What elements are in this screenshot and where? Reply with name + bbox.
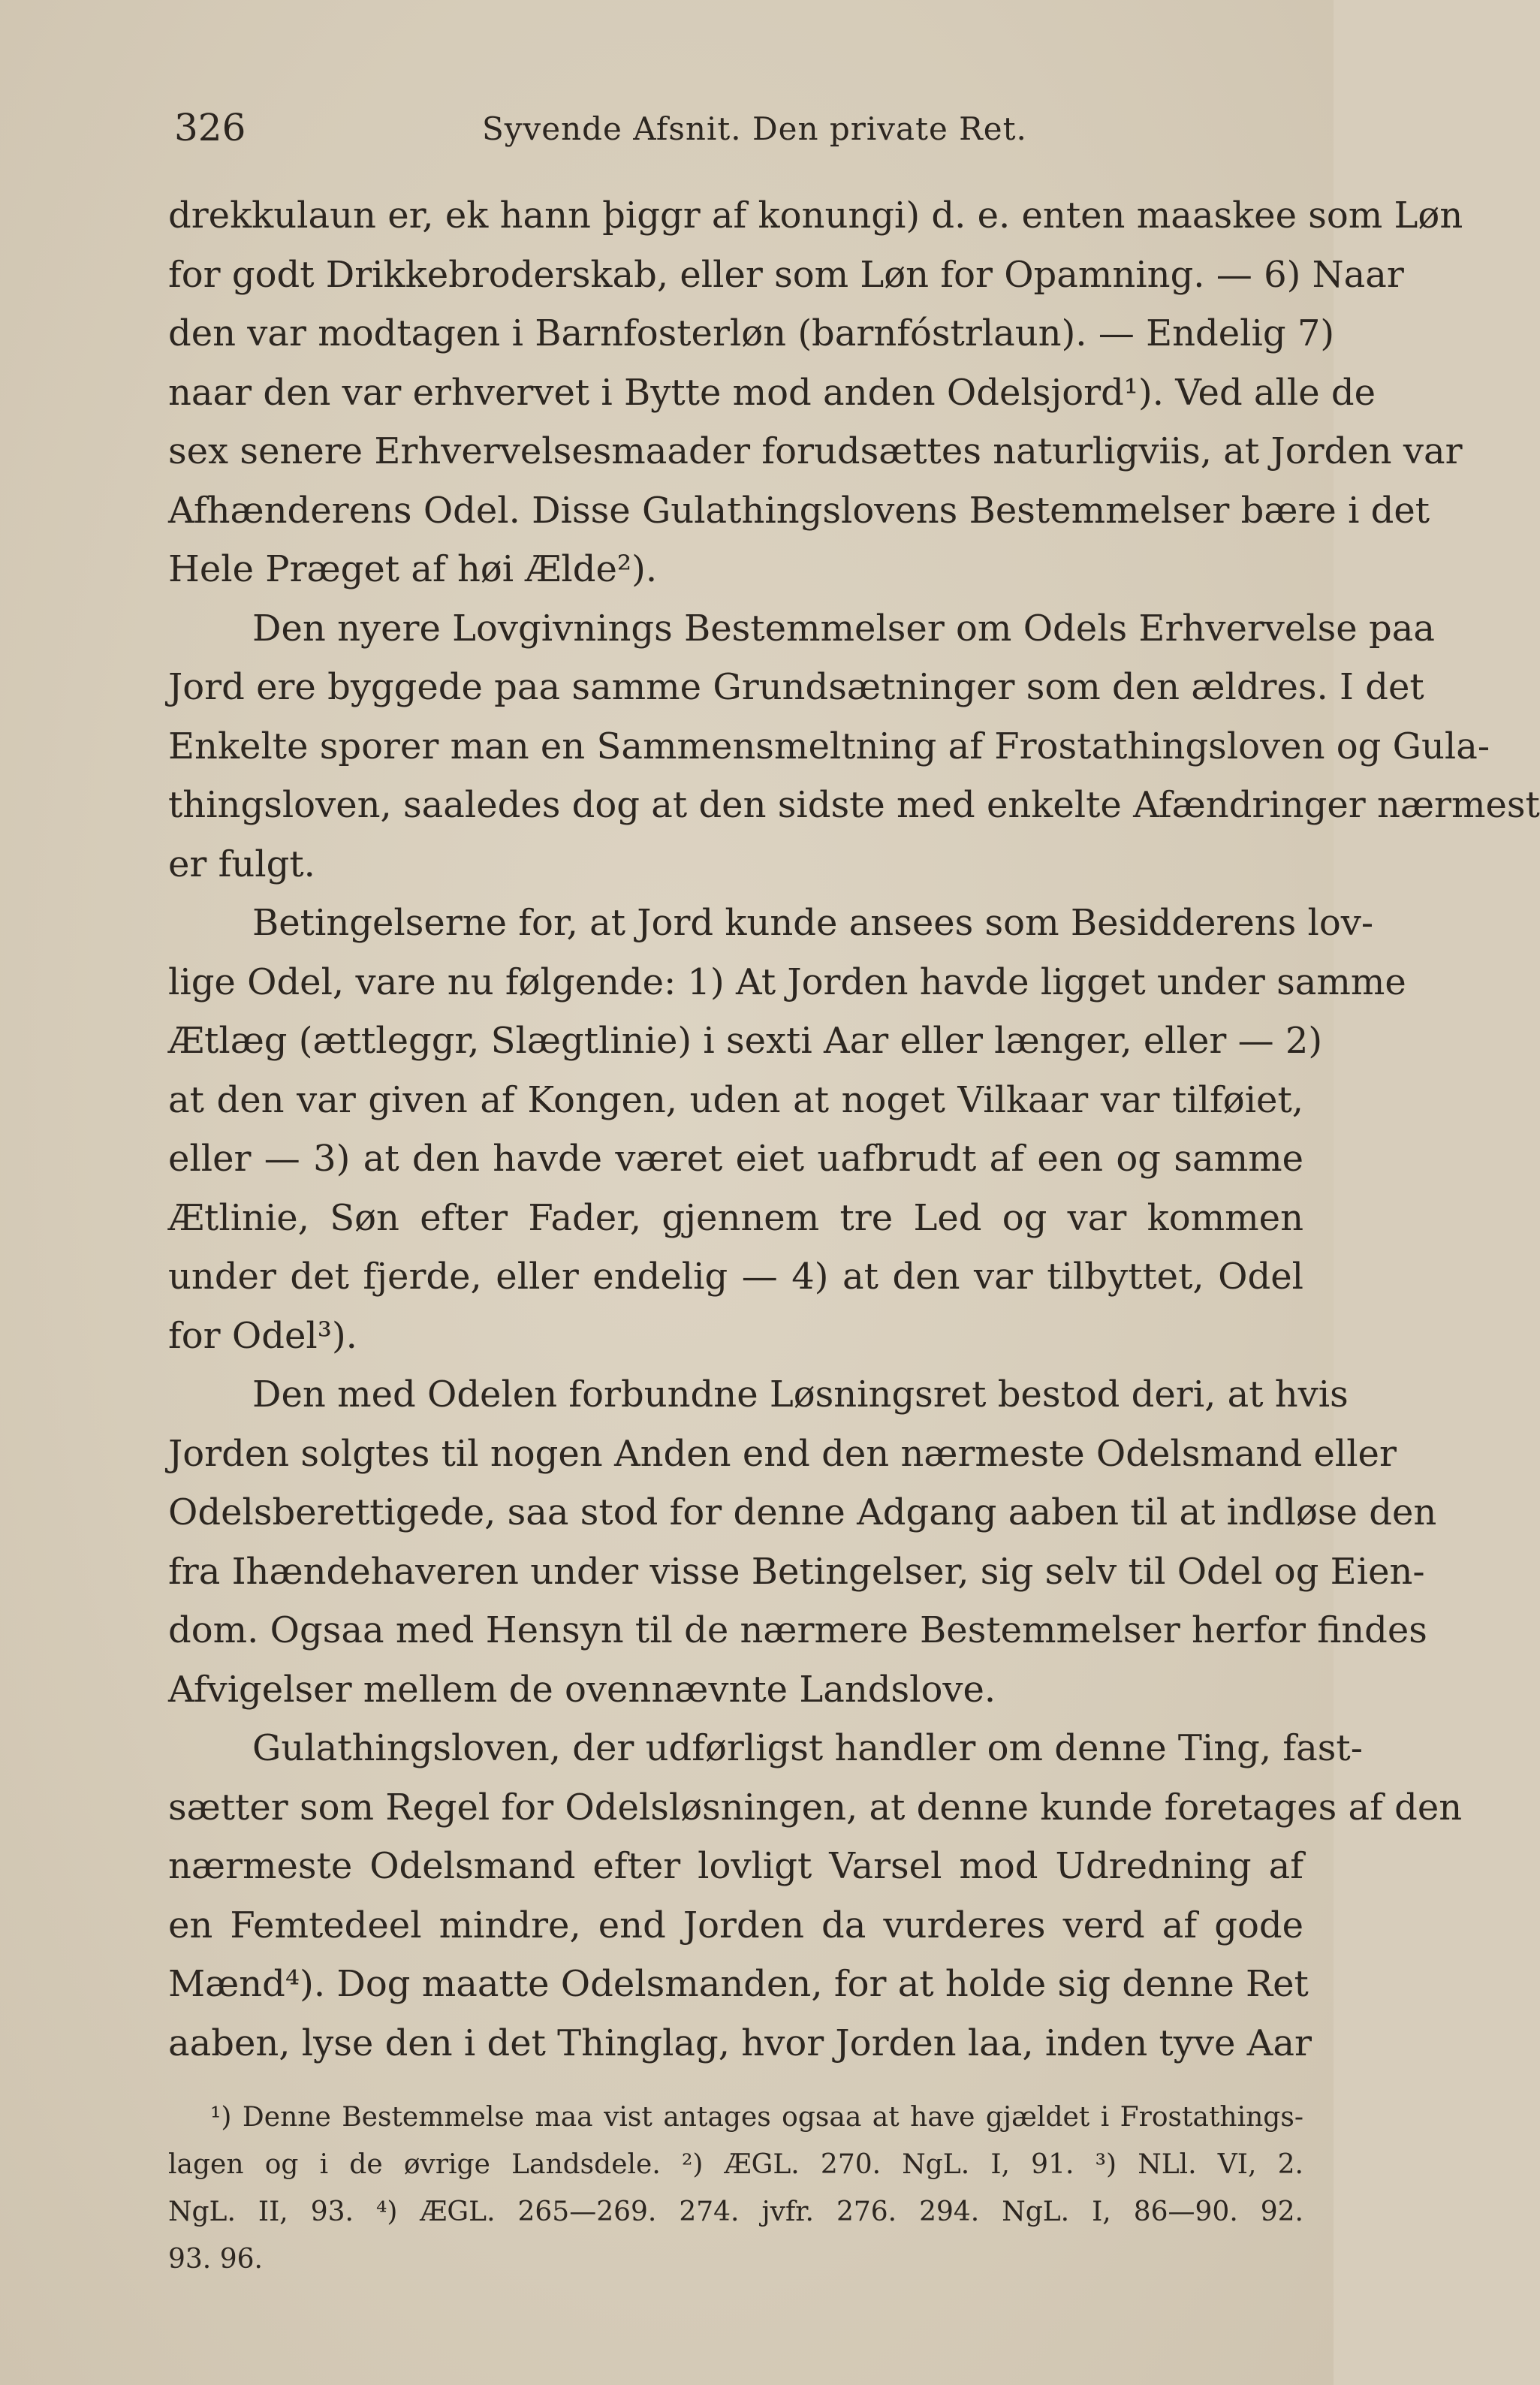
- text-line: Den nyere Lovgivnings Bestemmelser om Odels Erhvervelse paa: [252, 607, 1435, 650]
- text-line: Enkelte sporer man en Sammensmeltning af Frostathingsloven og Gula-: [168, 725, 1490, 767]
- footnote-line: 93. 96.: [168, 2244, 263, 2275]
- text-line: for godt Drikkebroderskab, eller som Løn for Opamning. — 6) Naar: [168, 253, 1404, 296]
- text-line: Betingelserne for, at Jord kunde ansees som Besidderens lov-: [252, 902, 1374, 944]
- text-line: Jord ere byggede paa samme Grundsætninger som den ældres. I det: [168, 666, 1424, 708]
- footnotes: [168, 2094, 1303, 2283]
- footnote-line: NgL. II, 93. ⁴) ÆGL. 265—269. 274. jvfr. 276. 294. NgL. I, 86—90. 92.: [168, 2197, 1303, 2227]
- footnote-line: ¹) Denne Bestemmelse maa vist antages ogsaa at have gjældet i Frostathings-: [210, 2102, 1303, 2133]
- body-text: [168, 186, 1540, 2073]
- text-line: den var modtagen i Barnfosterløn (barnfóstrlaun). — Endelig 7): [168, 312, 1335, 354]
- text-line: Mænd⁴). Dog maatte Odelsmanden, for at holde sig denne Ret: [168, 1963, 1309, 2005]
- text-line: eller — 3) at den havde været eiet uafbrudt af een og samme: [168, 1138, 1303, 1180]
- text-line: nærmeste Odelsmand efter lovligt Varsel mod Udredning af: [168, 1845, 1303, 1887]
- text-line: lige Odel, vare nu følgende: 1) At Jorden havde ligget under samme: [168, 960, 1406, 1003]
- text-line: Afhænderens Odel. Disse Gulathingslovens Bestemmelser bære i det: [168, 489, 1430, 532]
- text-line: Jorden solgtes til nogen Anden end den nærmeste Odelsmand eller: [168, 1432, 1397, 1475]
- text-line: Hele Præget af høi Ælde²).: [168, 548, 658, 590]
- text-line: thingsloven, saaledes dog at den sidste med enkelte Afændringer nærmest: [168, 784, 1540, 826]
- text-line: for Odel³).: [168, 1314, 357, 1357]
- text-line: fra Ihændehaveren under visse Betingelser, sig selv til Odel og Eien-: [168, 1550, 1425, 1593]
- text-line: er fulgt.: [168, 843, 315, 885]
- text-line: at den var given af Kongen, uden at noget Vilkaar var tilføiet,: [168, 1078, 1303, 1121]
- text-line: sex senere Erhvervelsesmaader forudsættes naturligviis, at Jorden var: [168, 430, 1463, 472]
- text-line: Afvigelser mellem de ovennævnte Landslove.: [168, 1668, 996, 1711]
- text-line: Ætlinie, Søn efter Fader, gjennem tre Led og var kommen: [168, 1196, 1303, 1239]
- page-header: [174, 98, 1308, 158]
- text-line: dom. Ogsaa med Hensyn til de nærmere Bestemmelser herfor findes: [168, 1609, 1427, 1651]
- text-line: aaben, lyse den i det Thinglag, hvor Jorden laa, inden tyve Aar: [168, 2022, 1312, 2064]
- page-number: 326: [174, 106, 246, 149]
- text-line: drekkulaun er, ek hann þiggr af konungi) d. e. enten maaskee som Løn: [168, 194, 1463, 237]
- footnote-line: lagen og i de øvrige Landsdele. ²) ÆGL. 270. NgL. I, 91. ³) NLl. VI, 2.: [168, 2149, 1303, 2180]
- text-line: under det fjerde, eller endelig — 4) at den var tilbyttet, Odel: [168, 1256, 1303, 1298]
- text-line: Odelsberettigede, saa stod for denne Adgang aaben til at indløse den: [168, 1491, 1437, 1533]
- text-line: naar den var erhvervet i Bytte mod anden Odelsjord¹). Ved alle de: [168, 371, 1376, 414]
- text-line: Ætlæg (ættleggr, Slægtlinie) i sexti Aar eller længer, eller — 2): [168, 1020, 1323, 1062]
- text-line: Gulathingsloven, der udførligst handler om denne Ting, fast-: [252, 1727, 1363, 1769]
- running-head: Syvende Afsnit. Den private Ret.: [482, 110, 1027, 147]
- text-line: Den med Odelen forbundne Løsningsret bestod deri, at hvis: [252, 1373, 1349, 1416]
- text-line: en Femtedeel mindre, end Jorden da vurderes verd af gode: [168, 1904, 1303, 1946]
- text-line: sætter som Regel for Odelsløsningen, at denne kunde foretages af den: [168, 1786, 1463, 1829]
